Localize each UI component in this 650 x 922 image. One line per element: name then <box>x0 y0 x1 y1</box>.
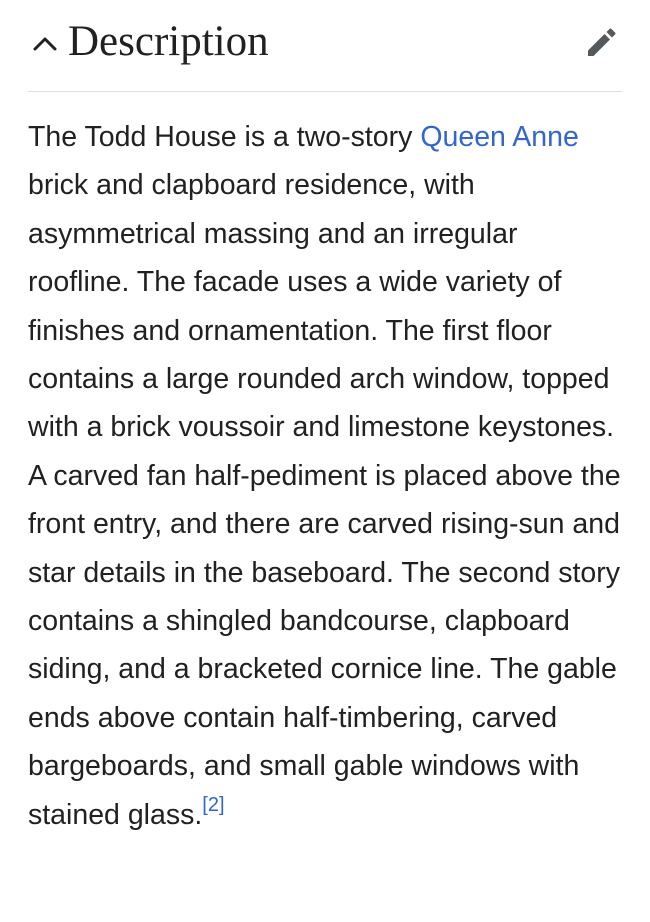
queen-anne-link[interactable]: Queen Anne <box>420 121 579 153</box>
section-heading[interactable]: Description <box>68 18 269 65</box>
citation-link[interactable]: [2] <box>202 794 225 817</box>
section-header <box>28 0 622 92</box>
chevron-up-icon[interactable] <box>28 26 62 60</box>
pencil-icon[interactable] <box>582 22 622 62</box>
paragraph-text-start: The Todd House is a two-story <box>28 121 421 153</box>
section-paragraph <box>28 113 622 839</box>
paragraph-text-rest: brick and clapboard residence, with asymmetrical massing and an irregular roofline. The facade uses a wide variety of finishes and ornamentation. The first floor contains a large rounded arch window, topped with a brick voussoir and limestone keystones. A carved fan half-pediment is placed above the front entry, and there are carved rising-sun and star details in the baseboard. The second story contains a shingled bandcourse, clapboard siding, and a bracketed cornice line. The gable ends above contain half-timbering, carved bargeboards, and small gable windows with stained glass. <box>28 169 621 831</box>
citation-reference <box>202 794 224 816</box>
